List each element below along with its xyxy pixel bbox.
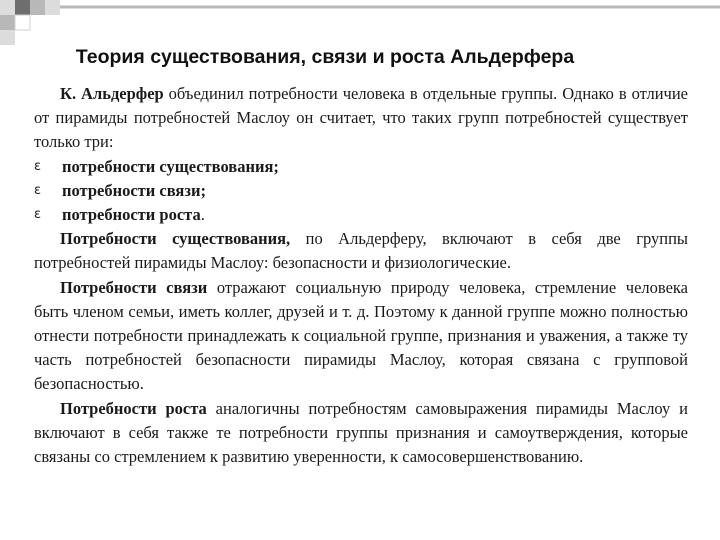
paragraph-existence <box>34 227 688 275</box>
intro-name: К. Альдерфер <box>60 84 164 103</box>
paragraph-text: аналогичны потребностям самовыражения пирамиды Маслоу и включают в себя также те потребности группы признания и самоутверждения, которые связаны со стремлением к развитию уверенности, к самосовершенствованию. <box>34 398 688 467</box>
bullet-icon: ɛ <box>34 207 42 223</box>
decor-square-4 <box>0 15 15 30</box>
bullet-existence <box>34 155 688 179</box>
slide-title: Теория существования, связи и роста Альдерфера <box>75 46 575 68</box>
paragraph-relatedness <box>34 276 688 397</box>
bullet-text: потребности существования; <box>62 156 279 176</box>
paragraph-term: Потребности существования, <box>60 229 291 249</box>
decor-square-6 <box>0 30 15 45</box>
bullet-tail: . <box>200 205 205 225</box>
bullet-text: потребности связи; <box>62 180 206 200</box>
bullet-text: потребности роста <box>62 205 201 225</box>
decor-square-1 <box>0 0 15 15</box>
paragraph-term: Потребности роста <box>60 398 207 418</box>
bullet-icon: ɛ <box>34 158 42 174</box>
decor-square-3 <box>30 0 45 15</box>
slide-body <box>34 82 688 469</box>
bullet-relatedness <box>34 179 688 203</box>
paragraph-term: Потребности связи <box>60 277 208 297</box>
bullet-growth <box>34 203 688 227</box>
decor-square-7 <box>45 0 60 15</box>
paragraph-text: по Альдерферу, включают в себя две группы потребностей пирамиды Маслоу: безопасности и физиологические. <box>34 229 688 273</box>
decor-square-5 <box>15 15 30 30</box>
paragraph-growth <box>34 397 688 470</box>
intro-text: объединил потребности человека в отдельные группы. Однако в отличие от пирамиды потребностей Маслоу он считает, что таких групп потребностей существует только три: <box>34 84 688 152</box>
intro-paragraph <box>34 82 688 155</box>
bullet-icon: ɛ <box>34 182 42 198</box>
decor-square-2 <box>15 0 30 15</box>
paragraph-text: отражают социальную природу человека, стремление человека быть членом семьи, иметь коллег, друзей и т. д. Поэтому к данной группе можно полностью отнести потребности принадлежать к социальной группе, признания и уважения, а также ту часть потребностей безопасности пирамиды Маслоу, которая связана с групповой безопасностью. <box>34 277 688 394</box>
